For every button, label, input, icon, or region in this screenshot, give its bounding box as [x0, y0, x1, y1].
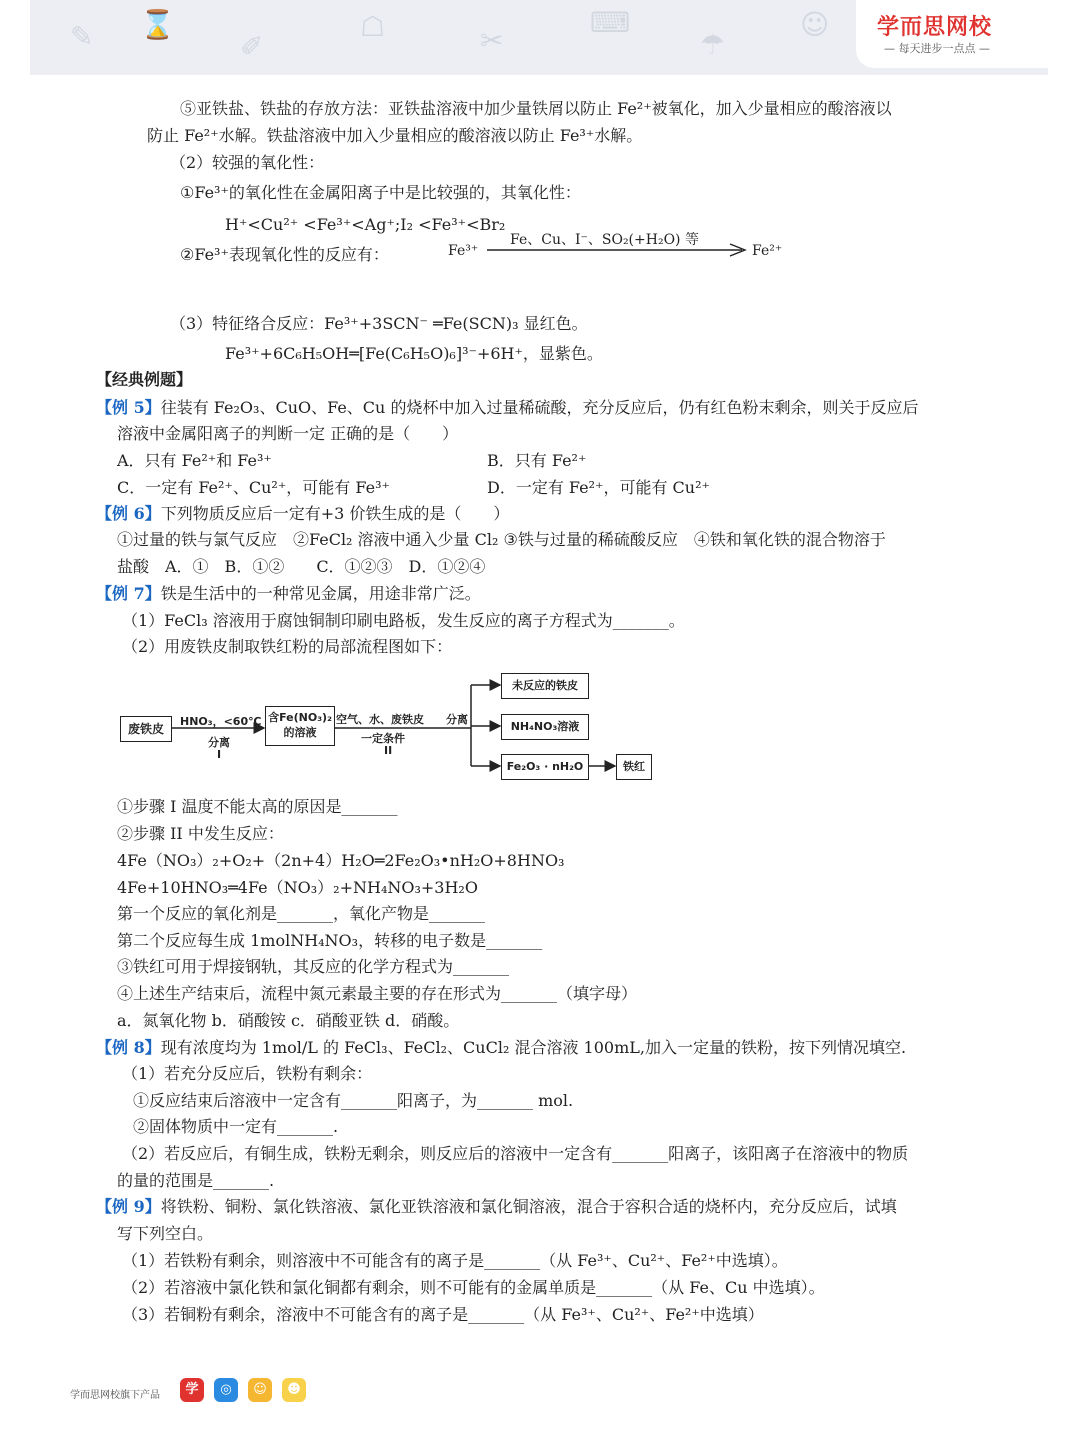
text-line: a．氮氧化物 b．硝酸铵 c．硝酸亚铁 d．硝酸。 [117, 1011, 460, 1030]
doodle-icon: ☖ [360, 10, 386, 43]
text-line: ④上述生产结束后，流程中氮元素最主要的存在形式为_______（填字母） [117, 984, 638, 1003]
text-line: （2）若溶液中氯化铁和氯化铜都有剩余，则不可能有的金属单质是_______（从 Fe、Cu 中选填）。 [122, 1278, 825, 1297]
doodle-icon: ☂ [700, 28, 726, 61]
text-line: （3）特征络合反应：Fe³⁺+3SCN⁻ ═Fe(SCN)₃ 显红色。 [170, 314, 588, 333]
flow-box-unreacted-iron: 未反应的铁皮 [501, 673, 589, 699]
cartoon-app-icon: ☻ [282, 1378, 306, 1402]
kid-app-icon: ☺ [248, 1378, 272, 1402]
example-6 [96, 504, 509, 524]
example-tag: 【例 5】 [96, 398, 161, 417]
text-line: ①过量的铁与氯气反应 ②FeCl₂ 溶液中通入少量 Cl₂ ③铁与过量的稀硫酸反应 ④铁和氧化铁的混合物溶于 [117, 530, 886, 549]
example-8 [96, 1038, 906, 1058]
flow-label-roman-2: II [384, 744, 393, 757]
text-line: ③铁红可用于焊接钢轨，其反应的化学方程式为_______ [117, 957, 510, 976]
text-line: Fe³⁺+6C₆H₅OH═[Fe(C₆H₅O)₆]³⁻+6H⁺，显紫色。 [225, 344, 603, 363]
equation-line: 4Fe+10HNO₃═4Fe（NO₃）₂+NH₄NO₃+3H₂O [117, 878, 478, 897]
text-line: ①步骤 I 温度不能太高的原因是_______ [117, 797, 398, 816]
question-text: 将铁粉、铜粉、氯化铁溶液、氯化亚铁溶液和氯化铜溶液，混合于容积合适的烧杯内，充分反应后，试填 [160, 1197, 897, 1216]
text-line: （2）用废铁皮制取铁红粉的局部流程图如下： [122, 637, 453, 656]
option-b: B．只有 Fe²⁺ [487, 451, 587, 470]
text-line: ①反应结束后溶液中一定含有_______阳离子，为_______ mol. [133, 1091, 574, 1110]
page-header [30, 0, 1048, 75]
flow-box-iron-nitrate [265, 706, 335, 746]
text-line: ①Fe³⁺的氧化性在金属阳离子中是比较强的，其氧化性： [180, 183, 581, 202]
doodle-icon: ✎ [70, 20, 94, 53]
reaction-condition: Fe、Cu、I⁻、SO₂(+H₂O) 等 [510, 232, 699, 248]
text-line: （3）若铜粉有剩余，溶液中不可能含有的离子是_______（从 Fe³⁺、Cu²⁺、Fe²⁺中选填） [122, 1305, 764, 1324]
text-line: 防止 Fe²⁺水解。铁盐溶液中加入少量相应的酸溶液以防止 Fe³⁺水解。 [147, 126, 643, 145]
text-line: 盐酸 A．① B．①② C．①②③ D．①②④ [117, 557, 486, 576]
text-line: 第一个反应的氧化剂是_______，氧化产物是_______ [117, 904, 486, 923]
text-line: （2）较强的氧化性： [170, 153, 325, 172]
flow-box-nh4no3: NH₄NO₃溶液 [501, 714, 589, 740]
doodle-icon: ⌨ [590, 6, 631, 39]
text-line: ②步骤 II 中发生反应： [117, 824, 284, 843]
flow-box-iron-red: 铁红 [616, 754, 652, 780]
search-app-icon: ◎ [214, 1378, 238, 1402]
flow-label-roman-1: I [217, 748, 222, 761]
text-line: 写下列空白。 [117, 1224, 214, 1243]
option-d: D．一定有 Fe²⁺，可能有 Cu²⁺ [487, 478, 710, 497]
text-line: ⑤亚铁盐、铁盐的存放方法：亚铁盐溶液中加少量铁屑以防止 Fe²⁺被氧化，加入少量相应的酸溶液以 [180, 99, 892, 118]
flow-diagram [118, 668, 658, 786]
text-line: （1）FeCl₃ 溶液用于腐蚀铜制印刷电路板，发生反应的离子方程式为_______。 [122, 611, 685, 630]
flow-box-line: 的溶液 [283, 726, 317, 739]
text-line: H⁺<Cu²⁺ <Fe³⁺<Ag⁺;I₂ <Fe³⁺<Br₂ [225, 215, 506, 234]
flow-label-step1: HNO₃，<60℃ [180, 715, 262, 728]
flow-label-separate: 分离 [208, 736, 230, 749]
brand-logo: 学而思网校 [876, 15, 992, 40]
flow-label-condition: 一定条件 [361, 732, 405, 745]
option-c: C．一定有 Fe²⁺、Cu²⁺，可能有 Fe³⁺ [117, 478, 390, 497]
doodle-icon: ✂ [480, 24, 504, 57]
flow-box-line: 含Fe(NO₃)₂ [268, 711, 332, 724]
text-line: 的量的范围是_______. [117, 1171, 275, 1190]
reaction-arrow [487, 243, 749, 257]
equation-line: 4Fe（NO₃）₂+O₂+（2n+4）H₂O═2Fe₂O₃•nH₂O+8HNO₃ [117, 851, 565, 870]
brand-tagline: — 每天进步一点点 — [884, 42, 990, 55]
flow-box-fe2o3: Fe₂O₃ · nH₂O [501, 754, 589, 780]
text-line: ②固体物质中一定有_______. [133, 1117, 339, 1136]
flow-label-step2: 空气、水、废铁皮 [336, 713, 424, 726]
text-line: （1）若铁粉有剩余，则溶液中不可能含有的离子是_______（从 Fe³⁺、Cu²⁺、Fe²⁺中选填）。 [122, 1251, 788, 1270]
example-tag: 【例 9】 [96, 1197, 161, 1216]
brand-panel [856, 0, 1048, 68]
doodle-icon: ☺ [800, 8, 830, 41]
section-title: 【经典例题】 [96, 370, 193, 389]
flow-box-waste-iron: 废铁皮 [120, 716, 172, 742]
footer-label: 学而思网校旗下产品 [70, 1390, 160, 1401]
text-line: （2）若反应后，有铜生成，铁粉无剩余，则反应后的溶液中一定含有_______阳离子，该阳离子在溶液中的物质 [122, 1144, 909, 1163]
question-text: 铁是生活中的一种常见金属，用途非常广泛。 [160, 584, 481, 603]
text-line: ②Fe³⁺表现氧化性的反应有： [180, 245, 389, 264]
example-5 [96, 398, 918, 418]
question-text: 往装有 Fe₂O₃、CuO、Fe、Cu 的烧杯中加入过量稀硫酸，充分反应后，仍有红色粉末剩余，则关于反应后 [160, 398, 919, 417]
xue-app-icon: 学 [180, 1378, 204, 1402]
reaction-reactant: Fe³⁺ [448, 243, 479, 259]
question-text: 下列物质反应后一定有+3 价铁生成的是（ ） [160, 504, 510, 523]
text-line: 第二个反应每生成 1molNH₄NO₃，转移的电子数是_______ [117, 931, 543, 950]
reaction-product: Fe²⁺ [752, 243, 783, 259]
text-line: （1）若充分反应后，铁粉有剩余： [122, 1064, 373, 1083]
flow-label-separate: 分离 [446, 713, 468, 726]
doodle-icon: ⌛ [140, 8, 175, 41]
example-tag: 【例 8】 [96, 1038, 161, 1057]
text-line: 溶液中金属阳离子的判断一定 正确的是（ ） [117, 424, 459, 443]
example-7 [96, 584, 481, 604]
question-text: 现有浓度均为 1mol/L 的 FeCl₃、FeCl₂、CuCl₂ 混合溶液 100mL,加入一定量的铁粉，按下列情况填空. [160, 1038, 907, 1057]
doodle-icon: ✐ [240, 30, 264, 63]
example-tag: 【例 6】 [96, 504, 161, 523]
option-a: A．只有 Fe²⁺和 Fe³⁺ [117, 451, 272, 470]
example-9 [96, 1197, 897, 1217]
example-tag: 【例 7】 [96, 584, 161, 603]
